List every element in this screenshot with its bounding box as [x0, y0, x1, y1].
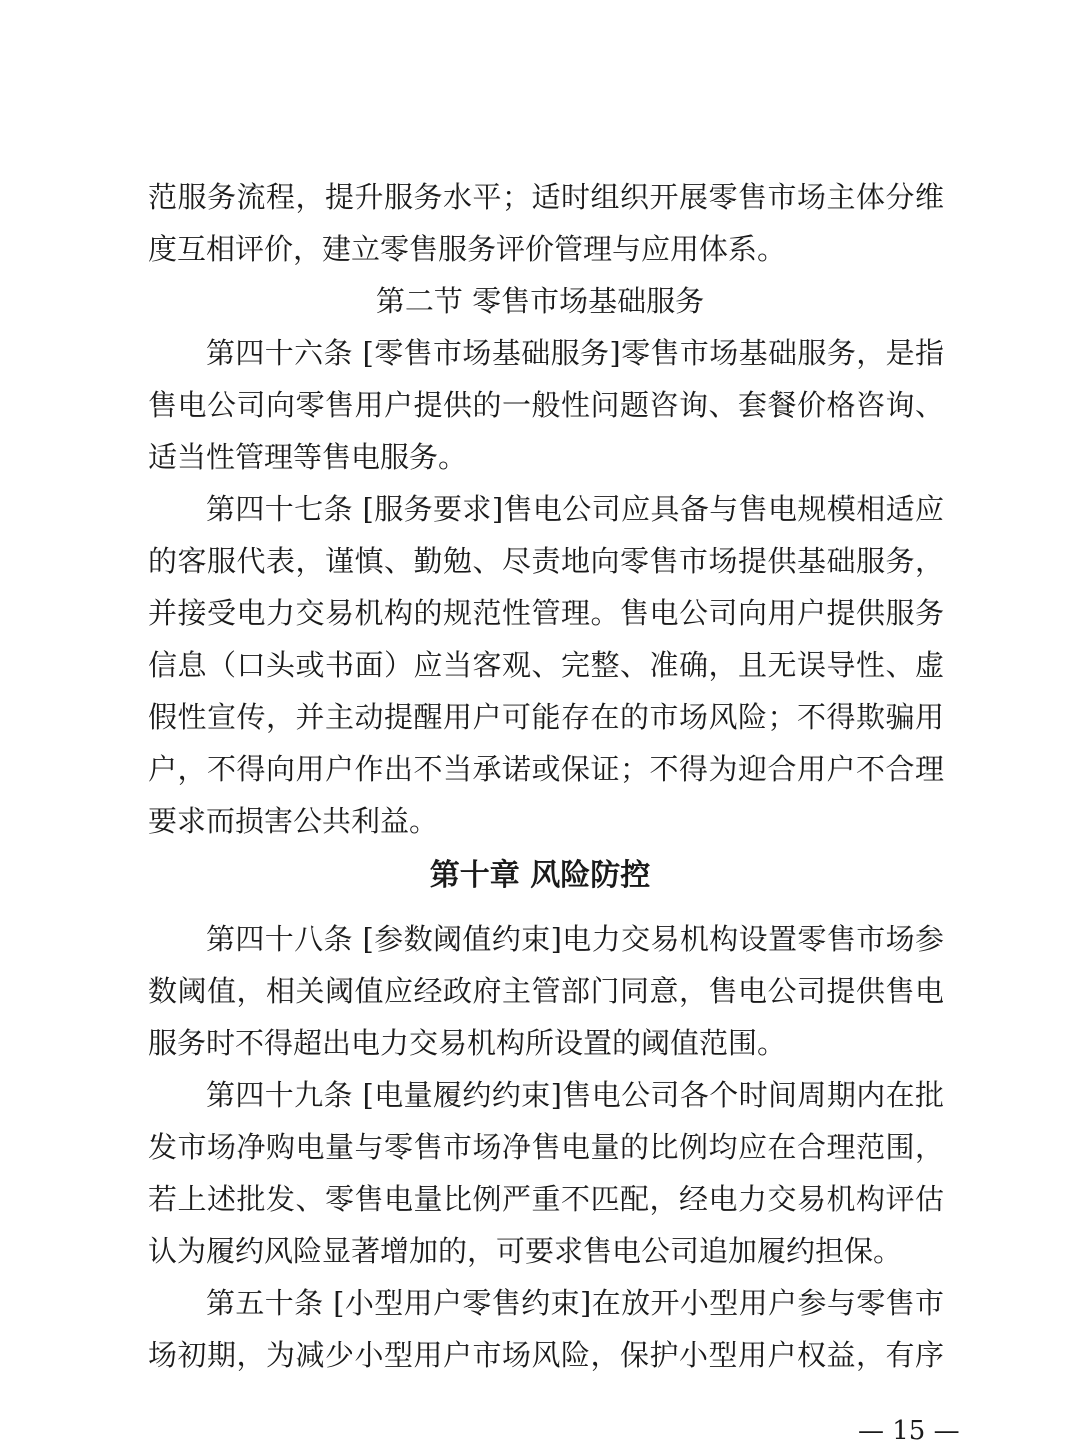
- article-50-line: 第五十条 [小型用户零售约束]在放开小型用户参与零售市: [206, 1286, 944, 1320]
- article-49-line: 第四十九条 [电量履约约束]售电公司各个时间周期内在批: [206, 1078, 944, 1112]
- article-46-line: 适当性管理等售电服务。: [148, 440, 468, 474]
- article-47-line: 的客服代表，谨慎、勤勉、尽责地向零售市场提供基础服务，: [148, 544, 944, 578]
- article-49-line: 认为履约风险显著增加的，可要求售电公司追加履约担保。: [148, 1234, 903, 1268]
- article-47-line: 信息（口头或书面）应当客观、完整、准确，且无误导性、虚: [148, 648, 944, 682]
- article-47-line: 要求而损害公共利益。: [148, 804, 439, 838]
- article-47-line: 第四十七条 [服务要求]售电公司应具备与售电规模相适应: [206, 492, 944, 526]
- article-48-line: 服务时不得超出电力交易机构所设置的阈值范围。: [148, 1026, 787, 1060]
- paragraph-line: 范服务流程，提升服务水平；适时组织开展零售市场主体分维: [148, 180, 944, 214]
- article-49-line: 发市场净购电量与零售市场净售电量的比例均应在合理范围，: [148, 1130, 944, 1164]
- article-47-line: 户，不得向用户作出不当承诺或保证；不得为迎合用户不合理: [148, 752, 944, 786]
- article-47-line: 并接受电力交易机构的规范性管理。售电公司向用户提供服务: [148, 596, 944, 630]
- article-46-line: 第四十六条 [零售市场基础服务]零售市场基础服务，是指: [206, 336, 944, 370]
- article-48-line: 第四十八条 [参数阈值约束]电力交易机构设置零售市场参: [206, 922, 944, 956]
- article-46-line: 售电公司向零售用户提供的一般性问题咨询、套餐价格咨询、: [148, 388, 944, 422]
- article-49-line: 若上述批发、零售电量比例严重不匹配，经电力交易机构评估: [148, 1182, 944, 1216]
- article-50-line: 场初期，为减少小型用户市场风险，保护小型用户权益，有序: [148, 1338, 944, 1372]
- article-48-line: 数阈值，相关阈值应经政府主管部门同意，售电公司提供售电: [148, 974, 944, 1008]
- paragraph-line: 度互相评价，建立零售服务评价管理与应用体系。: [148, 232, 787, 266]
- article-47-line: 假性宣传，并主动提醒用户可能存在的市场风险；不得欺骗用: [148, 700, 944, 734]
- section-title: 第二节 零售市场基础服务: [375, 284, 705, 318]
- page-number: — 15 —: [858, 1416, 960, 1446]
- chapter-title: 第十章 风险防控: [429, 858, 651, 893]
